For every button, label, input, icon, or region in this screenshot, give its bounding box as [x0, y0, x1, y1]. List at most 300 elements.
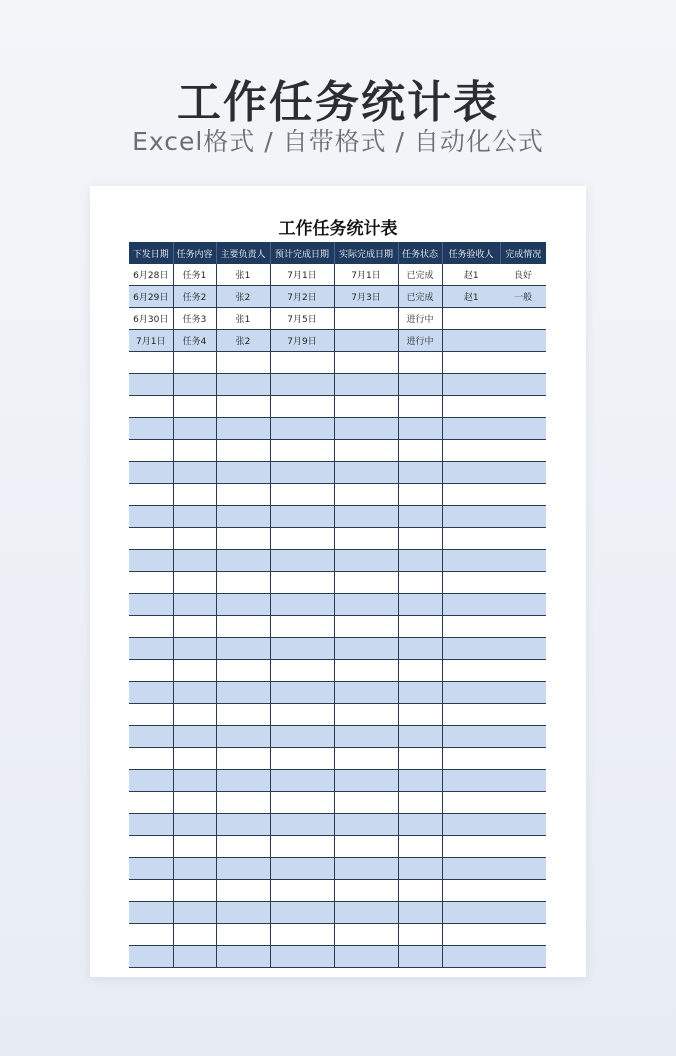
table-cell[interactable] [442, 880, 500, 902]
table-cell[interactable] [442, 440, 500, 462]
table-cell[interactable] [129, 352, 173, 374]
table-cell[interactable]: 良好 [500, 264, 546, 286]
table-cell[interactable] [500, 352, 546, 374]
table-cell[interactable] [398, 484, 442, 506]
empty-table-row [129, 572, 546, 594]
table-cell[interactable] [216, 506, 270, 528]
table-cell[interactable] [500, 638, 546, 660]
table-cell[interactable] [216, 814, 270, 836]
table-cell[interactable] [173, 814, 216, 836]
table-cell[interactable] [216, 484, 270, 506]
table-cell[interactable] [129, 484, 173, 506]
table-cell[interactable] [398, 704, 442, 726]
table-cell[interactable] [216, 858, 270, 880]
table-cell[interactable] [442, 902, 500, 924]
table-cell[interactable] [398, 550, 442, 572]
empty-table-row [129, 550, 546, 572]
table-cell[interactable] [398, 924, 442, 946]
table-cell[interactable] [500, 704, 546, 726]
table-cell[interactable] [270, 792, 334, 814]
table-cell[interactable] [173, 374, 216, 396]
empty-table-row [129, 484, 546, 506]
table-cell[interactable]: 任务2 [173, 286, 216, 308]
table-row [129, 286, 546, 308]
table-cell[interactable] [334, 528, 398, 550]
table-cell[interactable] [270, 550, 334, 572]
table-cell[interactable] [334, 418, 398, 440]
table-cell[interactable] [129, 858, 173, 880]
table-cell[interactable] [500, 748, 546, 770]
empty-table-row [129, 704, 546, 726]
table-cell[interactable] [398, 572, 442, 594]
table-cell[interactable] [216, 836, 270, 858]
table-cell[interactable] [129, 748, 173, 770]
table-cell[interactable]: 7月1日 [270, 264, 334, 286]
table-cell[interactable] [334, 704, 398, 726]
table-cell[interactable] [442, 858, 500, 880]
column-header-owner: 主要负责人 [216, 242, 270, 264]
empty-table-row [129, 638, 546, 660]
table-header-row [129, 242, 546, 264]
table-cell[interactable] [173, 880, 216, 902]
table-cell[interactable] [270, 462, 334, 484]
table-cell[interactable] [398, 946, 442, 968]
table-cell[interactable] [129, 616, 173, 638]
table-cell[interactable] [442, 528, 500, 550]
table-cell[interactable] [500, 880, 546, 902]
table-cell[interactable] [334, 726, 398, 748]
table-cell[interactable]: 进行中 [398, 308, 442, 330]
table-cell[interactable] [398, 902, 442, 924]
table-cell[interactable] [173, 748, 216, 770]
table-cell[interactable] [334, 550, 398, 572]
table-cell[interactable] [270, 594, 334, 616]
table-cell[interactable] [270, 858, 334, 880]
empty-table-row [129, 946, 546, 968]
table-cell[interactable] [270, 396, 334, 418]
table-cell[interactable] [398, 506, 442, 528]
empty-table-row [129, 440, 546, 462]
table-cell[interactable] [442, 616, 500, 638]
table-cell[interactable] [442, 660, 500, 682]
table-cell[interactable] [442, 814, 500, 836]
table-cell[interactable]: 张2 [216, 286, 270, 308]
table-cell[interactable] [173, 616, 216, 638]
table-cell[interactable]: 7月1日 [334, 264, 398, 286]
table-cell[interactable] [173, 550, 216, 572]
table-cell[interactable] [442, 550, 500, 572]
table-cell[interactable]: 任务4 [173, 330, 216, 352]
table-cell[interactable] [173, 572, 216, 594]
table-cell[interactable] [442, 704, 500, 726]
table-cell[interactable] [270, 528, 334, 550]
table-cell[interactable] [334, 594, 398, 616]
table-cell[interactable] [500, 946, 546, 968]
table-cell[interactable] [442, 748, 500, 770]
table-cell[interactable]: 7月1日 [129, 330, 173, 352]
table-cell[interactable] [442, 924, 500, 946]
table-cell[interactable] [442, 506, 500, 528]
table-cell[interactable]: 一般 [500, 286, 546, 308]
table-cell[interactable] [173, 836, 216, 858]
table-cell[interactable] [270, 836, 334, 858]
table-cell[interactable] [334, 814, 398, 836]
table-cell[interactable] [334, 748, 398, 770]
table-cell[interactable] [216, 682, 270, 704]
table-cell[interactable] [216, 638, 270, 660]
table-cell[interactable] [500, 462, 546, 484]
column-header-planned-date: 预计完成日期 [270, 242, 334, 264]
table-cell[interactable] [270, 924, 334, 946]
table-cell[interactable] [398, 792, 442, 814]
empty-table-row [129, 616, 546, 638]
empty-table-row [129, 462, 546, 484]
table-cell[interactable] [270, 902, 334, 924]
table-cell[interactable] [129, 506, 173, 528]
table-cell[interactable] [270, 814, 334, 836]
table-cell[interactable] [334, 682, 398, 704]
table-cell[interactable] [270, 374, 334, 396]
table-cell[interactable] [216, 660, 270, 682]
empty-table-row [129, 880, 546, 902]
table-cell[interactable] [270, 880, 334, 902]
table-cell[interactable] [270, 572, 334, 594]
table-row [129, 330, 546, 352]
table-cell[interactable] [398, 352, 442, 374]
column-header-result: 完成情况 [500, 242, 546, 264]
table-cell[interactable] [334, 462, 398, 484]
table-cell[interactable] [173, 352, 216, 374]
table-cell[interactable] [334, 638, 398, 660]
table-cell[interactable] [129, 946, 173, 968]
table-cell[interactable] [334, 836, 398, 858]
table-row [129, 264, 546, 286]
table-cell[interactable] [173, 660, 216, 682]
table-cell[interactable] [500, 770, 546, 792]
table-cell[interactable] [500, 836, 546, 858]
table-cell[interactable] [216, 374, 270, 396]
table-cell[interactable] [216, 352, 270, 374]
column-header-actual-date: 实际完成日期 [334, 242, 398, 264]
table-cell[interactable] [500, 550, 546, 572]
table-cell[interactable] [173, 594, 216, 616]
empty-table-row [129, 660, 546, 682]
column-header-task: 任务内容 [173, 242, 216, 264]
page-title: 工作任务统计表 [177, 77, 499, 128]
table-cell[interactable] [270, 682, 334, 704]
table-cell[interactable] [173, 858, 216, 880]
table-cell[interactable] [129, 770, 173, 792]
table-cell[interactable]: 7月3日 [334, 286, 398, 308]
table-cell[interactable] [129, 638, 173, 660]
empty-table-row [129, 924, 546, 946]
table-cell[interactable] [173, 726, 216, 748]
table-cell[interactable] [334, 924, 398, 946]
table-cell[interactable]: 张1 [216, 308, 270, 330]
empty-table-row [129, 418, 546, 440]
table-cell[interactable] [500, 440, 546, 462]
table-cell[interactable]: 张1 [216, 264, 270, 286]
table-cell[interactable] [270, 704, 334, 726]
table-cell[interactable]: 7月5日 [270, 308, 334, 330]
table-cell[interactable] [334, 352, 398, 374]
empty-table-row [129, 506, 546, 528]
table-cell[interactable] [398, 396, 442, 418]
empty-table-row [129, 836, 546, 858]
table-cell[interactable] [173, 902, 216, 924]
table-cell[interactable] [398, 726, 442, 748]
table-cell[interactable] [500, 484, 546, 506]
table-cell[interactable] [442, 946, 500, 968]
table-cell[interactable] [442, 484, 500, 506]
table-cell[interactable] [216, 550, 270, 572]
table-cell[interactable]: 6月30日 [129, 308, 173, 330]
table-cell[interactable] [334, 484, 398, 506]
table-cell[interactable] [500, 308, 546, 330]
table-cell[interactable] [173, 946, 216, 968]
table-cell[interactable] [442, 726, 500, 748]
table-cell[interactable] [129, 902, 173, 924]
table-cell[interactable] [216, 572, 270, 594]
table-cell[interactable] [173, 704, 216, 726]
sheet-title: 工作任务统计表 [278, 219, 398, 239]
table-cell[interactable] [334, 902, 398, 924]
column-header-reviewer: 任务验收人 [442, 242, 500, 264]
table-cell[interactable] [398, 528, 442, 550]
table-cell[interactable] [129, 374, 173, 396]
table-cell[interactable] [270, 726, 334, 748]
table-cell[interactable] [500, 814, 546, 836]
table-cell[interactable] [442, 374, 500, 396]
table-cell[interactable] [173, 924, 216, 946]
table-cell[interactable] [216, 792, 270, 814]
table-cell[interactable] [442, 572, 500, 594]
table-cell[interactable] [216, 528, 270, 550]
table-cell[interactable] [129, 792, 173, 814]
table-cell[interactable] [500, 330, 546, 352]
table-cell[interactable] [173, 396, 216, 418]
table-cell[interactable]: 已完成 [398, 264, 442, 286]
table-cell[interactable] [334, 396, 398, 418]
table-cell[interactable] [129, 660, 173, 682]
table-cell[interactable] [500, 616, 546, 638]
table-cell[interactable] [129, 550, 173, 572]
table-cell[interactable] [129, 528, 173, 550]
table-cell[interactable] [334, 946, 398, 968]
empty-table-row [129, 770, 546, 792]
table-cell[interactable] [129, 704, 173, 726]
empty-table-row [129, 902, 546, 924]
table-cell[interactable] [216, 396, 270, 418]
table-cell[interactable] [129, 594, 173, 616]
empty-table-row [129, 594, 546, 616]
table-cell[interactable] [173, 506, 216, 528]
table-cell[interactable] [129, 418, 173, 440]
table-cell[interactable] [270, 946, 334, 968]
table-cell[interactable] [334, 374, 398, 396]
table-cell[interactable] [442, 594, 500, 616]
table-cell[interactable] [442, 308, 500, 330]
table-cell[interactable] [442, 462, 500, 484]
table-cell[interactable]: 张2 [216, 330, 270, 352]
table-cell[interactable] [398, 616, 442, 638]
table-cell[interactable] [173, 462, 216, 484]
table-cell[interactable] [129, 726, 173, 748]
table-cell[interactable]: 任务1 [173, 264, 216, 286]
table-cell[interactable] [334, 572, 398, 594]
table-cell[interactable] [173, 792, 216, 814]
table-cell[interactable] [500, 660, 546, 682]
table-cell[interactable] [500, 594, 546, 616]
table-cell[interactable] [500, 792, 546, 814]
table-cell[interactable]: 任务3 [173, 308, 216, 330]
table-cell[interactable] [442, 770, 500, 792]
table-cell[interactable] [270, 440, 334, 462]
table-cell[interactable] [442, 396, 500, 418]
table-cell[interactable] [270, 506, 334, 528]
table-cell[interactable] [216, 704, 270, 726]
table-cell[interactable] [334, 506, 398, 528]
table-cell[interactable] [216, 594, 270, 616]
table-cell[interactable] [442, 330, 500, 352]
table-cell[interactable] [129, 462, 173, 484]
table-cell[interactable] [398, 462, 442, 484]
table-cell[interactable]: 已完成 [398, 286, 442, 308]
spreadsheet-preview [90, 186, 586, 977]
table-cell[interactable] [216, 462, 270, 484]
table-cell[interactable] [500, 396, 546, 418]
table-cell[interactable] [270, 418, 334, 440]
empty-table-row [129, 396, 546, 418]
table-cell[interactable] [216, 440, 270, 462]
table-cell[interactable] [398, 858, 442, 880]
table-cell[interactable] [216, 924, 270, 946]
table-cell[interactable] [500, 682, 546, 704]
table-cell[interactable] [398, 682, 442, 704]
table-cell[interactable] [173, 418, 216, 440]
table-cell[interactable] [398, 418, 442, 440]
table-cell[interactable] [500, 506, 546, 528]
table-cell[interactable]: 赵1 [442, 264, 500, 286]
table-cell[interactable]: 进行中 [398, 330, 442, 352]
column-header-status: 任务状态 [398, 242, 442, 264]
table-cell[interactable] [334, 660, 398, 682]
empty-table-row [129, 528, 546, 550]
table-cell[interactable] [129, 396, 173, 418]
table-cell[interactable] [173, 682, 216, 704]
table-cell[interactable] [270, 748, 334, 770]
table-cell[interactable] [500, 902, 546, 924]
table-cell[interactable] [334, 792, 398, 814]
table-cell[interactable] [442, 682, 500, 704]
table-cell[interactable] [442, 792, 500, 814]
table-cell[interactable] [334, 770, 398, 792]
table-cell[interactable]: 赵1 [442, 286, 500, 308]
table-cell[interactable] [398, 836, 442, 858]
table-cell[interactable] [270, 352, 334, 374]
table-cell[interactable]: 6月29日 [129, 286, 173, 308]
table-cell[interactable] [173, 484, 216, 506]
table-cell[interactable] [442, 638, 500, 660]
table-cell[interactable] [216, 770, 270, 792]
table-cell[interactable] [216, 418, 270, 440]
table-cell[interactable] [442, 836, 500, 858]
table-cell[interactable] [129, 814, 173, 836]
table-cell[interactable] [334, 616, 398, 638]
table-cell[interactable] [500, 418, 546, 440]
table-cell[interactable] [173, 528, 216, 550]
table-cell[interactable] [334, 858, 398, 880]
empty-table-row [129, 726, 546, 748]
table-cell[interactable] [129, 880, 173, 902]
table-cell[interactable] [129, 836, 173, 858]
table-cell[interactable] [216, 726, 270, 748]
table-cell[interactable] [129, 572, 173, 594]
table-cell[interactable] [270, 770, 334, 792]
table-cell[interactable] [398, 880, 442, 902]
empty-table-row [129, 374, 546, 396]
table-cell[interactable] [216, 880, 270, 902]
table-cell[interactable] [334, 330, 398, 352]
table-cell[interactable]: 7月2日 [270, 286, 334, 308]
table-cell[interactable] [398, 660, 442, 682]
table-cell[interactable] [398, 770, 442, 792]
table-cell[interactable] [129, 440, 173, 462]
table-cell[interactable] [334, 440, 398, 462]
table-cell[interactable] [334, 308, 398, 330]
empty-table-row [129, 814, 546, 836]
empty-table-row [129, 682, 546, 704]
table-cell[interactable] [398, 440, 442, 462]
task-table [129, 242, 546, 968]
table-cell[interactable] [398, 638, 442, 660]
table-cell[interactable] [216, 902, 270, 924]
table-cell[interactable] [216, 616, 270, 638]
column-header-issue-date: 下发日期 [129, 242, 173, 264]
table-cell[interactable] [398, 748, 442, 770]
table-cell[interactable]: 7月9日 [270, 330, 334, 352]
table-cell[interactable] [129, 924, 173, 946]
table-cell[interactable] [270, 616, 334, 638]
table-cell[interactable] [216, 946, 270, 968]
empty-table-row [129, 858, 546, 880]
table-cell[interactable] [129, 682, 173, 704]
table-cell[interactable] [398, 814, 442, 836]
table-cell[interactable] [270, 638, 334, 660]
table-cell[interactable]: 6月28日 [129, 264, 173, 286]
table-cell[interactable] [398, 594, 442, 616]
table-cell[interactable] [270, 484, 334, 506]
table-cell[interactable] [270, 660, 334, 682]
table-cell[interactable] [173, 440, 216, 462]
page-subtitle: Excel格式 / 自带格式 / 自动化公式 [132, 127, 544, 156]
empty-table-row [129, 352, 546, 374]
table-cell[interactable] [500, 374, 546, 396]
table-body [129, 264, 546, 968]
table-cell[interactable] [500, 924, 546, 946]
table-cell[interactable] [173, 638, 216, 660]
table-cell[interactable] [500, 572, 546, 594]
table-cell[interactable] [500, 858, 546, 880]
table-cell[interactable] [442, 352, 500, 374]
table-cell[interactable] [398, 374, 442, 396]
table-cell[interactable] [173, 770, 216, 792]
table-cell[interactable] [442, 418, 500, 440]
table-cell[interactable] [500, 726, 546, 748]
table-cell[interactable] [334, 880, 398, 902]
table-cell[interactable] [500, 528, 546, 550]
table-cell[interactable] [216, 748, 270, 770]
